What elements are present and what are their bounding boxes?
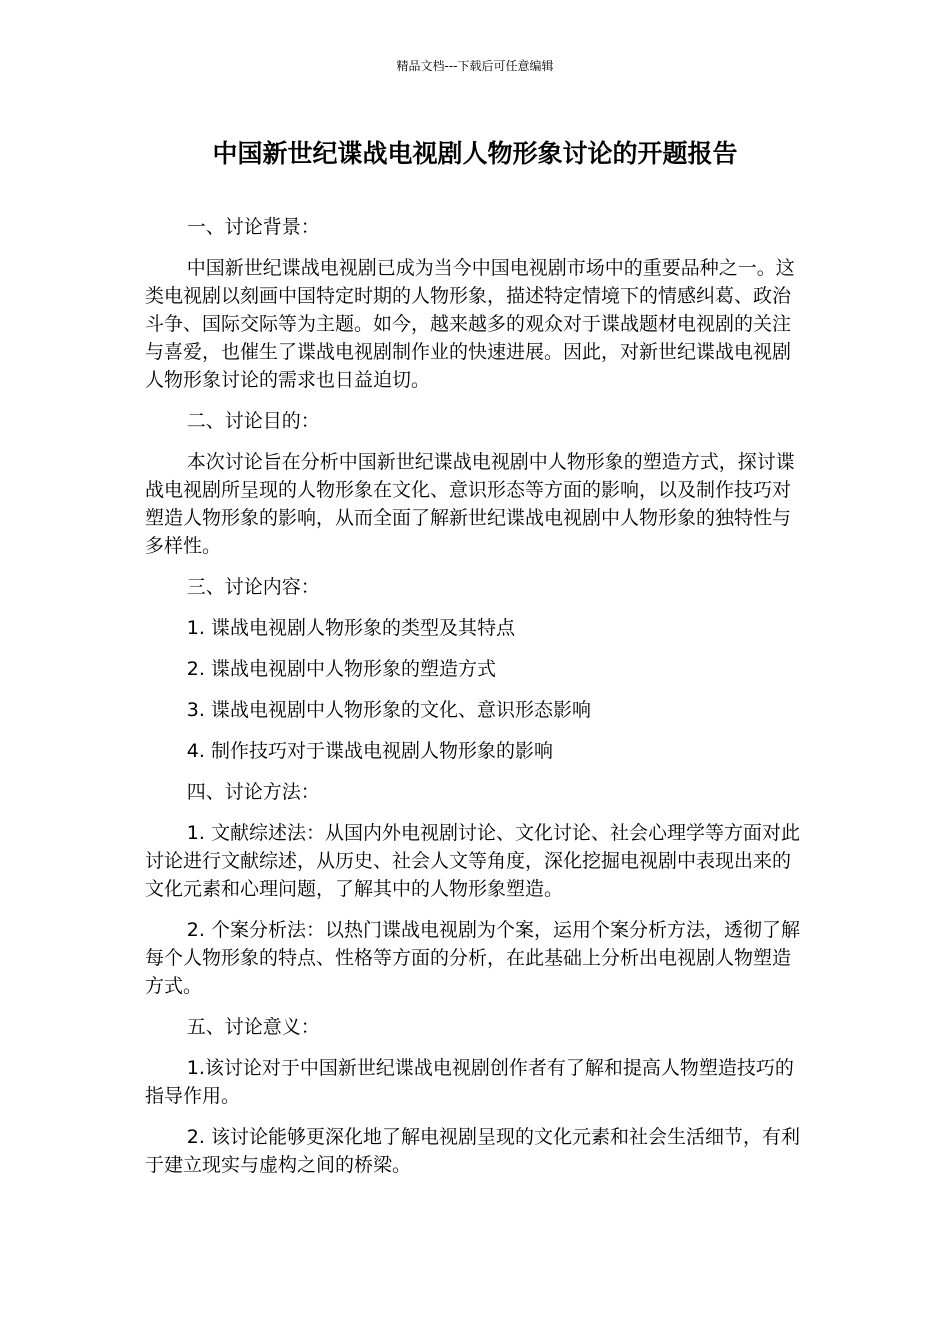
section-heading-purpose: 二、讨论目的： <box>186 410 320 432</box>
method-paragraph: 2. 个案分析法：以热门谍战电视剧为个案，运用个案分析方法，透彻了解每个人物形象的特点、性格等方面的分析，在此基础上分析出电视剧人物塑造方式。 <box>145 919 800 997</box>
content-list-item: 2. 谍战电视剧中人物形象的塑造方式 <box>186 658 496 680</box>
content-list-item: 3. 谍战电视剧中人物形象的文化、意识形态影响 <box>186 699 591 721</box>
background-paragraph: 中国新世纪谍战电视剧已成为当今中国电视剧市场中的重要品种之一。这类电视剧以刻画中国特定时期的人物形象，描述特定情境下的情感纠葛、政治斗争、国际交际等为主题。如今，越来越多的观众对于谍战题材电视剧的关注与喜爱，也催生了谍战电视剧制作业的快速进展。因此，对新世纪谍战电视剧人物形象讨论的需求也日益迫切。 <box>145 257 795 391</box>
document-body <box>145 213 805 1192</box>
content-list-item: 4. 制作技巧对于谍战电视剧人物形象的影响 <box>186 740 553 762</box>
purpose-paragraph: 本次讨论旨在分析中国新世纪谍战电视剧中人物形象的塑造方式，探讨谍战电视剧所呈现的人物形象在文化、意识形态等方面的影响，以及制作技巧对塑造人物形象的影响，从而全面了解新世纪谍战电视剧中人物形象的独特性与多样性。 <box>145 451 795 557</box>
section-heading-significance: 五、讨论意义： <box>186 1016 320 1038</box>
method-paragraph: 1. 文献综述法：从国内外电视剧讨论、文化讨论、社会心理学等方面对此讨论进行文献综述，从历史、社会人文等角度，深化挖掘电视剧中表现出来的文化元素和心理问题，了解其中的人物形象塑造。 <box>145 822 800 900</box>
document-title: 中国新世纪谍战电视剧人物形象讨论的开题报告 <box>212 139 738 168</box>
section-heading-background: 一、讨论背景： <box>186 216 320 238</box>
significance-paragraph: 1.该讨论对于中国新世纪谍战电视剧创作者有了解和提高人物塑造技巧的指导作用。 <box>145 1057 794 1107</box>
section-heading-content: 三、讨论内容： <box>186 576 320 598</box>
page-header: 精品文档---下载后可任意编辑 <box>396 59 554 73</box>
content-list-item: 1. 谍战电视剧人物形象的类型及其特点 <box>186 617 515 639</box>
section-heading-methods: 四、讨论方法： <box>186 781 320 803</box>
significance-paragraph: 2. 该讨论能够更深化地了解电视剧呈现的文化元素和社会生活细节，有利于建立现实与虚构之间的桥梁。 <box>145 1126 800 1176</box>
